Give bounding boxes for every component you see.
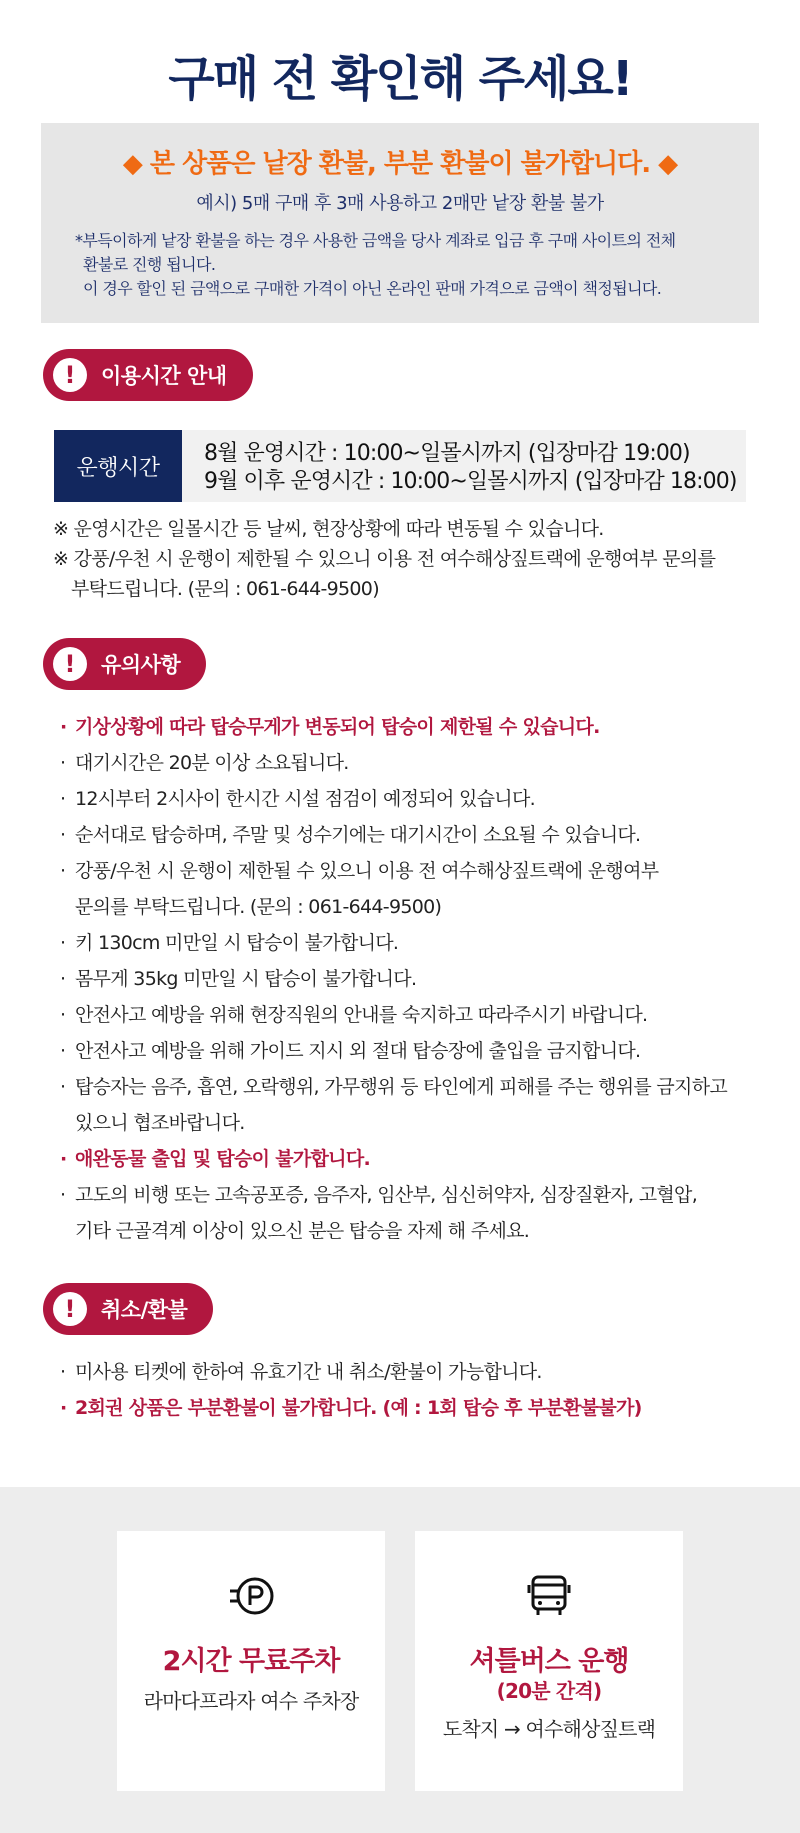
hours-note-line: ※ 강풍/우천 시 운행이 제한될 수 있으니 이용 전 여수해상짚트랙에 운행여부 문의를 xyxy=(53,548,716,570)
list-item: · 미사용 티켓에 한하여 유효기간 내 취소/환불이 가능합니다. xyxy=(60,1354,760,1390)
hours-note-line: 부탁드립니다. (문의 : 061-644-9500) xyxy=(71,578,379,600)
list-item: · 대기시간은 20분 이상 소요됩니다. xyxy=(60,745,760,781)
list-item: · 순서대로 탑승하며, 주말 및 성수기에는 대기시간이 소요될 수 있습니다. xyxy=(60,817,760,853)
hours-note: ※ 운영시간은 일몰시간 등 날씨, 현장상황에 따라 변동될 수 있습니다. xyxy=(53,518,604,540)
list-item: · 안전사고 예방을 위해 가이드 지시 외 절대 탑승장에 출입을 금지합니다. xyxy=(60,1033,760,1069)
notice-fine-line: *부득이하게 낱장 환불을 하는 경우 사용한 금액을 당사 계좌로 입금 후 구매 사이트의 전체 xyxy=(75,231,676,250)
section-header-hours xyxy=(43,349,253,401)
list-item: · 애완동물 출입 및 탑승이 불가합니다. xyxy=(60,1141,760,1177)
hours-note xyxy=(53,544,763,604)
page-title: 구매 전 확인해 주세요! xyxy=(168,51,632,107)
list-item xyxy=(60,1177,760,1249)
list-item: · 2회권 상품은 부분환불이 불가합니다. (예 : 1회 탑승 후 부분환불불가) xyxy=(60,1390,760,1426)
hours-september: 9월 이후 운영시간 : 10:00~일몰시까지 (입장마감 18:00) xyxy=(204,469,737,494)
exclamation-icon: ! xyxy=(53,647,87,681)
shuttle-interval: (20분 간격) xyxy=(496,1679,602,1703)
operating-hours-row xyxy=(54,430,746,502)
list-item xyxy=(60,1069,760,1141)
refund-notice-box xyxy=(41,123,759,323)
shuttle-desc: 도착지 → 여수해상짚트랙 xyxy=(442,1717,656,1741)
amenities-band xyxy=(0,1487,800,1833)
list-item: · 안전사고 예방을 위해 현장직원의 안내를 숙지하고 따라주시기 바랍니다. xyxy=(60,997,760,1033)
section-label: 유의사항 xyxy=(101,653,181,677)
list-item-line: 기타 근골격계 이상이 있으신 분은 탑승을 자제 해 주세요. xyxy=(75,1220,530,1242)
section-label: 취소/환불 xyxy=(101,1298,188,1322)
bus-icon xyxy=(524,1571,574,1621)
list-item: · 기상상황에 따라 탑승무게가 변동되어 탑승이 제한될 수 있습니다. xyxy=(60,709,760,745)
section-header-refund xyxy=(43,1283,213,1335)
section-header-cautions xyxy=(43,638,206,690)
cautions-list xyxy=(60,709,760,1249)
parking-title: 2시간 무료주차 xyxy=(162,1646,340,1677)
exclamation-icon: ! xyxy=(53,1292,87,1326)
parking-icon xyxy=(226,1571,276,1621)
notice-fine-print xyxy=(75,229,745,301)
refund-list xyxy=(60,1354,760,1426)
notice-example: 예시) 5매 구매 후 3매 사용하고 2매만 낱장 환불 불가 xyxy=(196,193,604,214)
hours-august: 8월 운영시간 : 10:00~일몰시까지 (입장마감 19:00) xyxy=(204,441,690,466)
shuttle-title: 셔틀버스 운행 xyxy=(469,1646,629,1677)
list-item-line: 있으니 협조바랍니다. xyxy=(75,1112,245,1134)
operating-hours-values xyxy=(182,430,737,502)
section-label: 이용시간 안내 xyxy=(101,364,227,388)
list-item-line: 고도의 비행 또는 고속공포증, 음주자, 임산부, 심신허약자, 심장질환자, 고혈압, xyxy=(75,1184,698,1206)
list-item-line: 강풍/우천 시 운행이 제한될 수 있으니 이용 전 여수해상짚트랙에 운행여부 xyxy=(75,860,659,882)
list-item-line: 문의를 부탁드립니다. (문의 : 061-644-9500) xyxy=(75,896,442,918)
notice-fine-line: 환불로 진행 됩니다. xyxy=(83,255,216,274)
shuttle-card xyxy=(415,1531,683,1791)
list-item-line: 탑승자는 음주, 흡연, 오락행위, 가무행위 등 타인에게 피해를 주는 행위를 금지하고 xyxy=(75,1076,727,1098)
list-item: · 몸무게 35kg 미만일 시 탑승이 불가합니다. xyxy=(60,961,760,997)
parking-desc: 라마다프라자 여수 주차장 xyxy=(143,1689,359,1713)
list-item: · 12시부터 2시사이 한시간 시설 점검이 예정되어 있습니다. xyxy=(60,781,760,817)
notice-fine-line: 이 경우 할인 된 금액으로 구매한 가격이 아닌 온라인 판매 가격으로 금액이 책정됩니다. xyxy=(83,279,662,298)
exclamation-icon: ! xyxy=(53,358,87,392)
list-item: · 키 130cm 미만일 시 탑승이 불가합니다. xyxy=(60,925,760,961)
operating-hours-label: 운행시간 xyxy=(54,430,182,502)
list-item xyxy=(60,853,760,925)
hours-notes xyxy=(53,514,763,604)
notice-headline: ◆ 본 상품은 낱장 환불, 부분 환불이 불가합니다. ◆ xyxy=(122,149,678,179)
parking-card xyxy=(117,1531,385,1791)
